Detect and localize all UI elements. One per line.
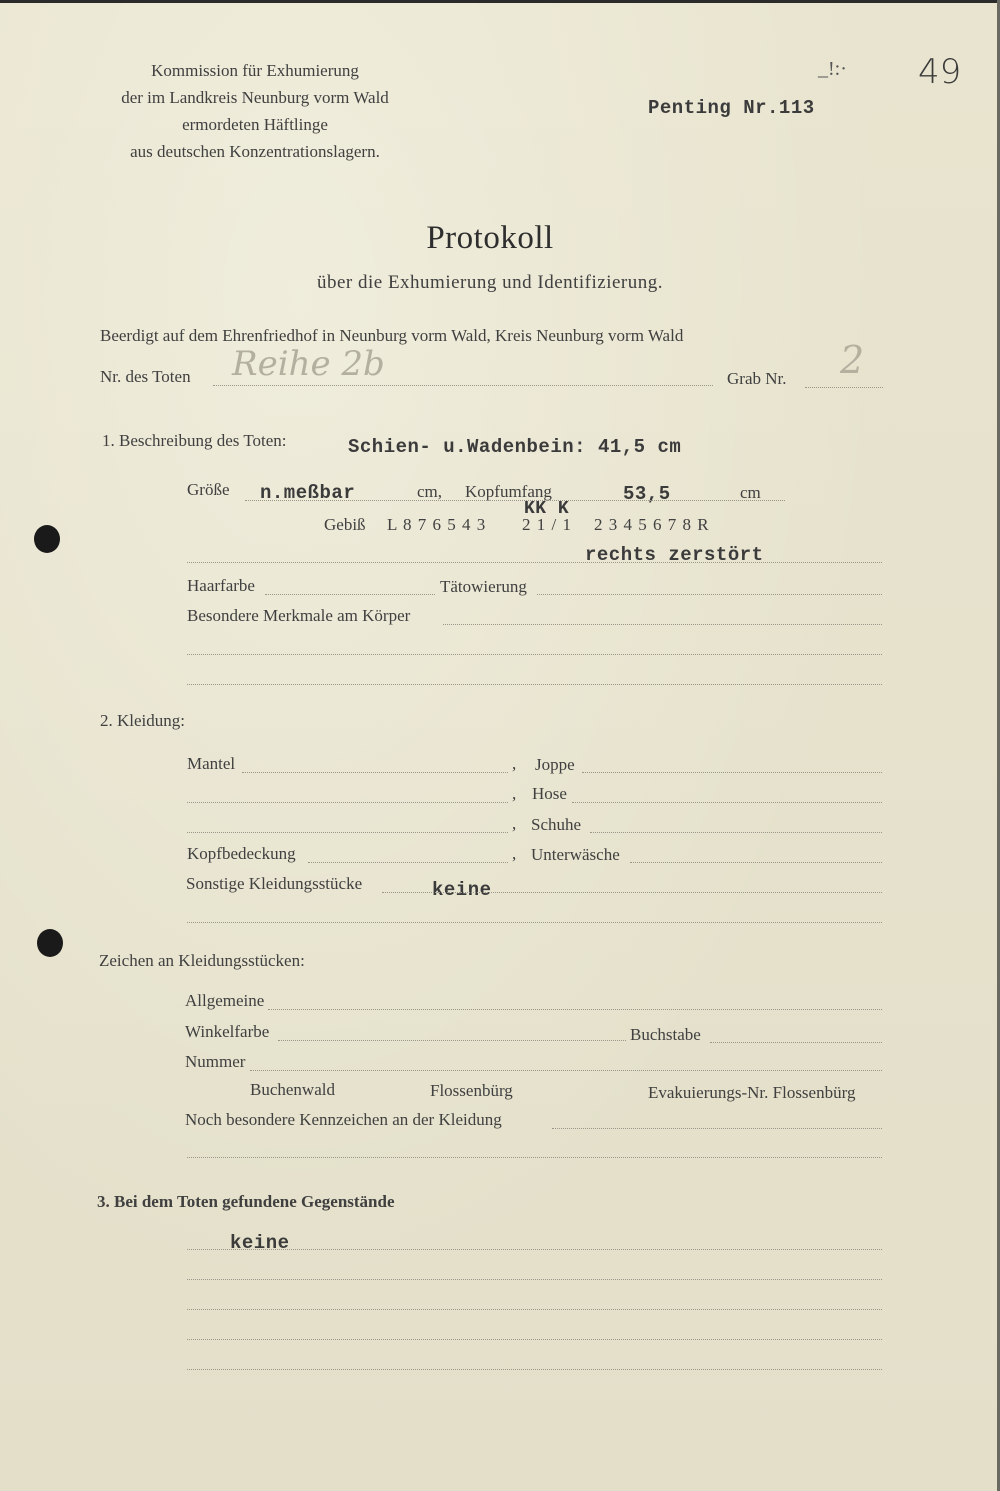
items-dots-5 [187, 1369, 882, 1370]
coat-label: Mantel [187, 754, 236, 773]
other-clothing-label: Sonstige Kleidungsstücke [186, 874, 363, 893]
general-dots [268, 1009, 882, 1010]
hair-dots [265, 594, 435, 595]
burial-text: Beerdigt auf dem Ehrenfriedhof in Neunburg vorm Wald, Kreis Neunburg vorm Wald [100, 326, 684, 345]
special-marks-label: Noch besondere Kennzeichen an der Kleidung [185, 1110, 502, 1129]
institution-line-1: Kommission für Exhumierung [151, 61, 359, 80]
section2-heading: 2. Kleidung: [100, 711, 185, 730]
grab-handwritten: 2 [840, 338, 865, 382]
comma-4: , [512, 844, 517, 863]
other-clothing-value: keine [432, 879, 492, 901]
letter-label: Buchstabe [630, 1025, 701, 1044]
teeth-note: rechts zerstört [585, 544, 764, 566]
features-label: Besondere Merkmale am Körper [187, 606, 411, 625]
special-dots-2 [187, 1157, 882, 1158]
general-label: Allgemeine [185, 991, 265, 1010]
headwear-dots [308, 862, 508, 863]
clothing-dots-extra [187, 922, 882, 923]
other-clothing-dots [382, 892, 882, 893]
size-label: Größe [187, 480, 230, 499]
shoes-dots [590, 832, 882, 833]
special-dots [552, 1128, 882, 1129]
section1-note: Schien- u.Wadenbein: 41,5 cm [348, 436, 682, 458]
hair-label: Haarfarbe [187, 576, 255, 595]
top-edge [0, 0, 1000, 3]
reference-number: Penting Nr.113 [648, 97, 815, 119]
marks-heading: Zeichen an Kleidungsstücken: [99, 951, 305, 970]
number-dots [250, 1070, 882, 1071]
headwear-label: Kopfbedeckung [187, 844, 296, 863]
size-cm: cm, [417, 482, 443, 501]
items-dots-3 [187, 1309, 882, 1310]
features-dots-2 [187, 654, 882, 655]
number-label: Nummer [185, 1052, 246, 1071]
institution-line-4: aus deutschen Konzentrationslagern. [130, 142, 380, 161]
trousers-label: Hose [532, 784, 567, 803]
trousers-dots [572, 802, 882, 803]
shoes-label: Schuhe [531, 815, 582, 834]
nr-label: Nr. des Toten [100, 367, 191, 386]
underwear-label: Unterwäsche [531, 845, 620, 864]
buchenwald-label: Buchenwald [250, 1080, 335, 1099]
tattoo-dots [537, 594, 882, 595]
row2-dots [187, 802, 508, 803]
underwear-dots [630, 862, 882, 863]
jacket-dots [582, 772, 882, 773]
subtitle: über die Exhumierung und Identifizierung. [316, 272, 664, 293]
page-title: Protokoll [426, 220, 554, 256]
teeth-right: 2 3 4 5 6 7 8 R [594, 515, 710, 534]
grab-dots [805, 387, 883, 388]
items-dots-1 [187, 1249, 882, 1250]
teeth-marks: KK K [524, 499, 570, 519]
coat-dots [242, 772, 508, 773]
comma-2: , [512, 784, 517, 803]
color-label: Winkelfarbe [185, 1022, 270, 1041]
institution-line-3: ermordeten Häftlinge [182, 115, 328, 134]
features-dots [443, 624, 882, 625]
head-cm: cm [740, 483, 761, 502]
row3-dots [187, 832, 508, 833]
page-number: 49 [918, 52, 962, 92]
jacket-label: Joppe [535, 755, 575, 774]
size-value: n.meßbar [260, 482, 356, 504]
section1-heading: 1. Beschreibung des Toten: [102, 431, 287, 450]
teeth-mid: 2 1 / 1 [522, 515, 572, 534]
section3-value: keine [230, 1232, 290, 1254]
evac-label: Evakuierungs-Nr. Flossenbürg [648, 1083, 856, 1102]
grab-label: Grab Nr. [727, 369, 787, 388]
head-value: 53,5 [623, 483, 671, 505]
comma-3: , [512, 814, 517, 833]
features-dots-3 [187, 684, 882, 685]
color-dots [278, 1040, 626, 1041]
head-label: Kopfumfang [465, 482, 552, 501]
teeth-left: L 8 7 6 5 4 3 [387, 515, 487, 534]
size-dots [245, 500, 785, 501]
teeth-label: Gebiß [324, 515, 366, 534]
corner-mark: _!:· [818, 58, 847, 80]
institution-line-2: der im Landkreis Neunburg vorm Wald [121, 88, 389, 107]
items-dots-2 [187, 1279, 882, 1280]
letter-dots [710, 1042, 882, 1043]
punch-hole-bottom [37, 929, 63, 957]
tattoo-label: Tätowierung [440, 577, 527, 596]
comma-1: , [512, 754, 517, 773]
items-dots-4 [187, 1339, 882, 1340]
nr-dots [213, 385, 713, 386]
punch-hole-top [34, 525, 60, 553]
flossenburg-label: Flossenbürg [430, 1081, 513, 1100]
teeth-dots [187, 562, 882, 563]
section3-heading: 3. Bei dem Toten gefundene Gegenstände [97, 1192, 395, 1211]
nr-handwritten: Reihe 2b [232, 344, 385, 384]
